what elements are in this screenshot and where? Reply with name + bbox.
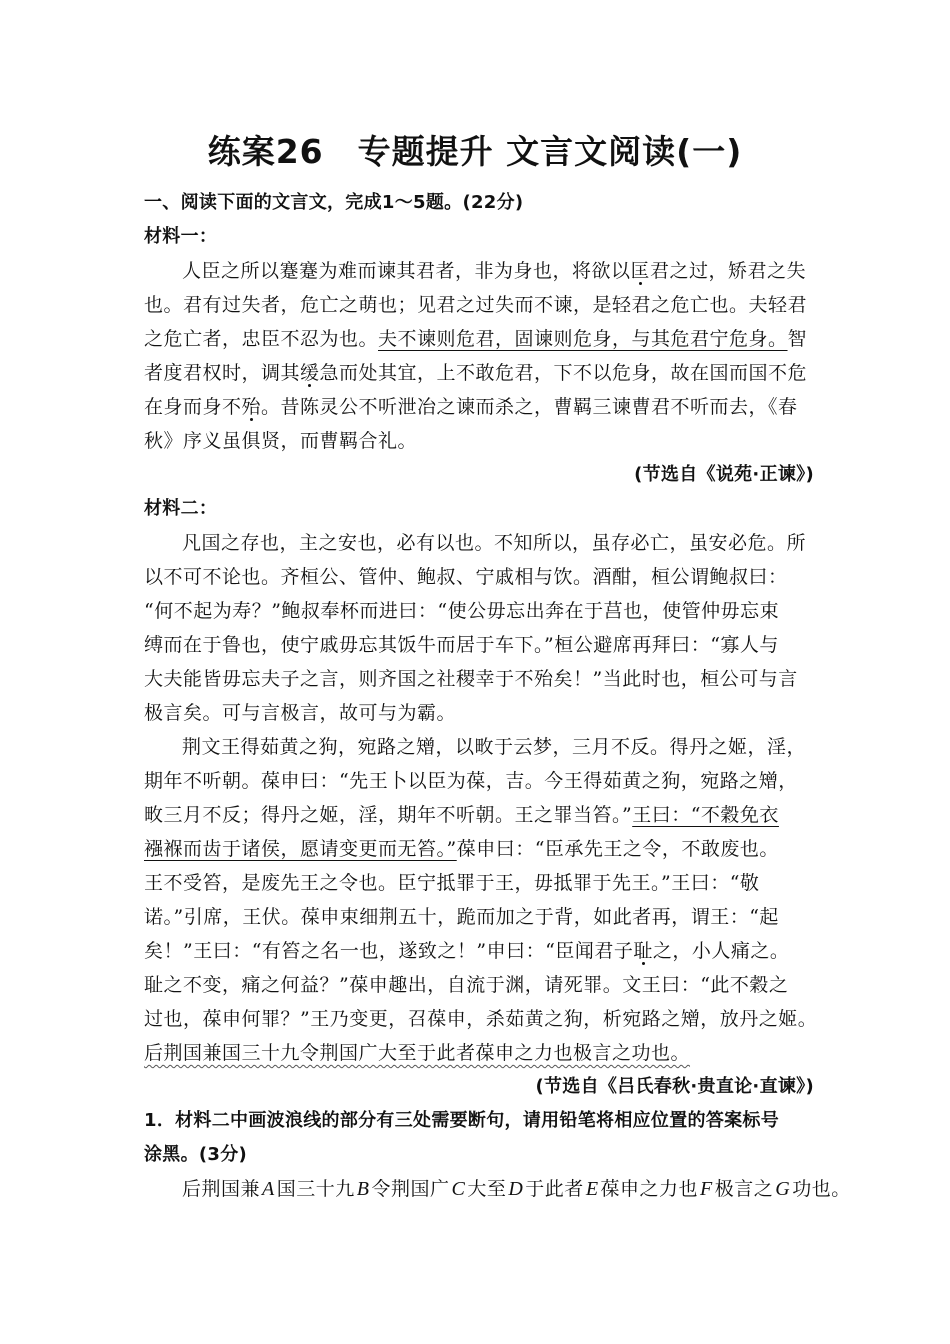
passage-line: 也。君有过失者，危亡之萌也；见君之过失而不谏，是轻君之危亡也。夫轻君 [144,294,808,316]
passage-line: 荆文王得茹黄之狗，宛路之矰，以畋于云梦，三月不反。得丹之姬，淫， [182,736,807,758]
passage-line: 缚而在于鲁也，使宁戚毋忘其饭牛而居于车下。”桓公避席再拜曰：“寡人与 [144,634,779,656]
option-f[interactable]: F [700,1178,713,1200]
passage-line: 诺。”引席，王伏。葆申束细荆五十，跪而加之于背，如此者再，谓王：“起 [144,906,779,928]
material-2-passage [144,526,818,1104]
question-text: 涂黑。(3分) [144,1144,248,1165]
option-d[interactable]: D [508,1178,524,1200]
passage-line: 以不可不论也。齐桓公、管仲、鲍叔、宁戚相与饮。酒酣，桓公谓鲍叔曰： [144,566,788,588]
underlined-sentence: 襁褓而齿于诸侯，愿请变更而无笞。” [144,838,457,860]
wavy-underlined-sentence: 后荆国兼国三十九令荆国广大至于此者葆申之力也极言之功也。 [144,1042,691,1064]
passage-line: 在身而身不殆。昔陈灵公不听泄冶之谏而杀之，曹羁三谏曹君不听而去，《春 [144,396,798,418]
dotted-word: 耻 [633,940,653,962]
passage-line: 王不受笞，是废先王之令也。臣宁抵罪于王，毋抵罪于先王。”王曰：“敬 [144,872,760,894]
passage-line: 秋》序义虽俱贤，而曹羁合礼。 [144,430,418,452]
passage-line: 大夫能皆毋忘夫子之言，则齐国之社稷幸于不殆矣！”当此时也，桓公可与言 [144,668,798,690]
passage-line: 期年不听朝。葆申曰：“先王卜以臣为葆，吉。今王得茹黄之狗，宛路之矰， [144,770,798,792]
dotted-word: 匡 [630,260,651,282]
page-title: 练案26 专题提升 文言文阅读(一) [207,132,743,171]
material-1-label: 材料一： [144,226,218,247]
option-b[interactable]: B [356,1178,370,1200]
source-citation: (节选自《吕氏春秋·贵直论·直谏》) [535,1076,814,1097]
passage-line: “何不起为寿？”鲍叔奉杯而进曰：“使公毋忘出奔在于莒也，使管仲毋忘束 [144,600,780,622]
material-2-label: 材料二： [144,498,218,519]
passage-line: 矣！”王曰：“有笞之名一也，遂致之！”申曰：“臣闻君子耻之，小人痛之。 [144,940,790,962]
option-g[interactable]: G [775,1178,791,1200]
passage-line: 者度君权时，调其缓急而处其宜，上不敢危君，下不以危身，故在国而国不危 [144,362,808,384]
section-heading: 一、阅读下面的文言文，完成1～5题。(22分) [144,192,524,213]
passage-line: 之危亡者，忠臣不忍为也。夫不谏则危君，固谏则危身，与其危君宁危身。智 [144,328,808,350]
dotted-word: 殆 [241,396,262,418]
option-a[interactable]: A [262,1178,275,1200]
dotted-word: 缓 [300,362,320,384]
passage-line: 过也，葆申何罪？”王乃变更，召葆申，杀茹黄之狗，析宛路之矰，放丹之姬。 [144,1008,818,1030]
passage-line: 畋三月不反；得丹之姬，淫，期年不听朝。王之罪当笞。”王曰：“不穀免衣 [144,804,779,826]
section-1 [144,186,851,1206]
underlined-sentence: 王曰：“不穀免衣 [632,804,779,826]
material-1-passage [144,254,814,492]
passage-line [144,1036,814,1070]
passage-line: 凡国之存也，主之安也，必有以也。不知所以，虽存必亡，虽安必危。所 [182,532,807,554]
answer-options-line: 后荆国兼 A 国三十九 B 令荆国广 C 大至 D 于此者 E 葆申之力也 F 极言之 G 功也。 [182,1178,851,1200]
passage-line: 人臣之所以蹇蹇为难而谏其君者，非为身也，将欲以匡君之过，矫君之失 [182,260,807,282]
option-e[interactable]: E [585,1178,599,1200]
passage-line: 耻之不变，痛之何益？”葆申趣出，自流于渊，请死罪。文王曰：“此不穀之 [144,974,789,996]
question-1 [144,1104,851,1206]
passage-line: 襁褓而齿于诸侯，愿请变更而无笞。”葆申曰：“臣承先王之令，不敢废也。 [144,838,779,860]
question-text: 1．材料二中画波浪线的部分有三处需要断句，请用铅笔将相应位置的答案标号 [144,1110,780,1131]
option-c[interactable]: C [451,1178,466,1200]
underlined-sentence: 夫不谏则危君，固谏则危身，与其危君宁危身。 [378,328,788,350]
passage-line: 极言矣。可与言极言，故可与为霸。 [144,702,457,724]
source-citation: (节选自《说苑·正谏》) [634,464,814,485]
